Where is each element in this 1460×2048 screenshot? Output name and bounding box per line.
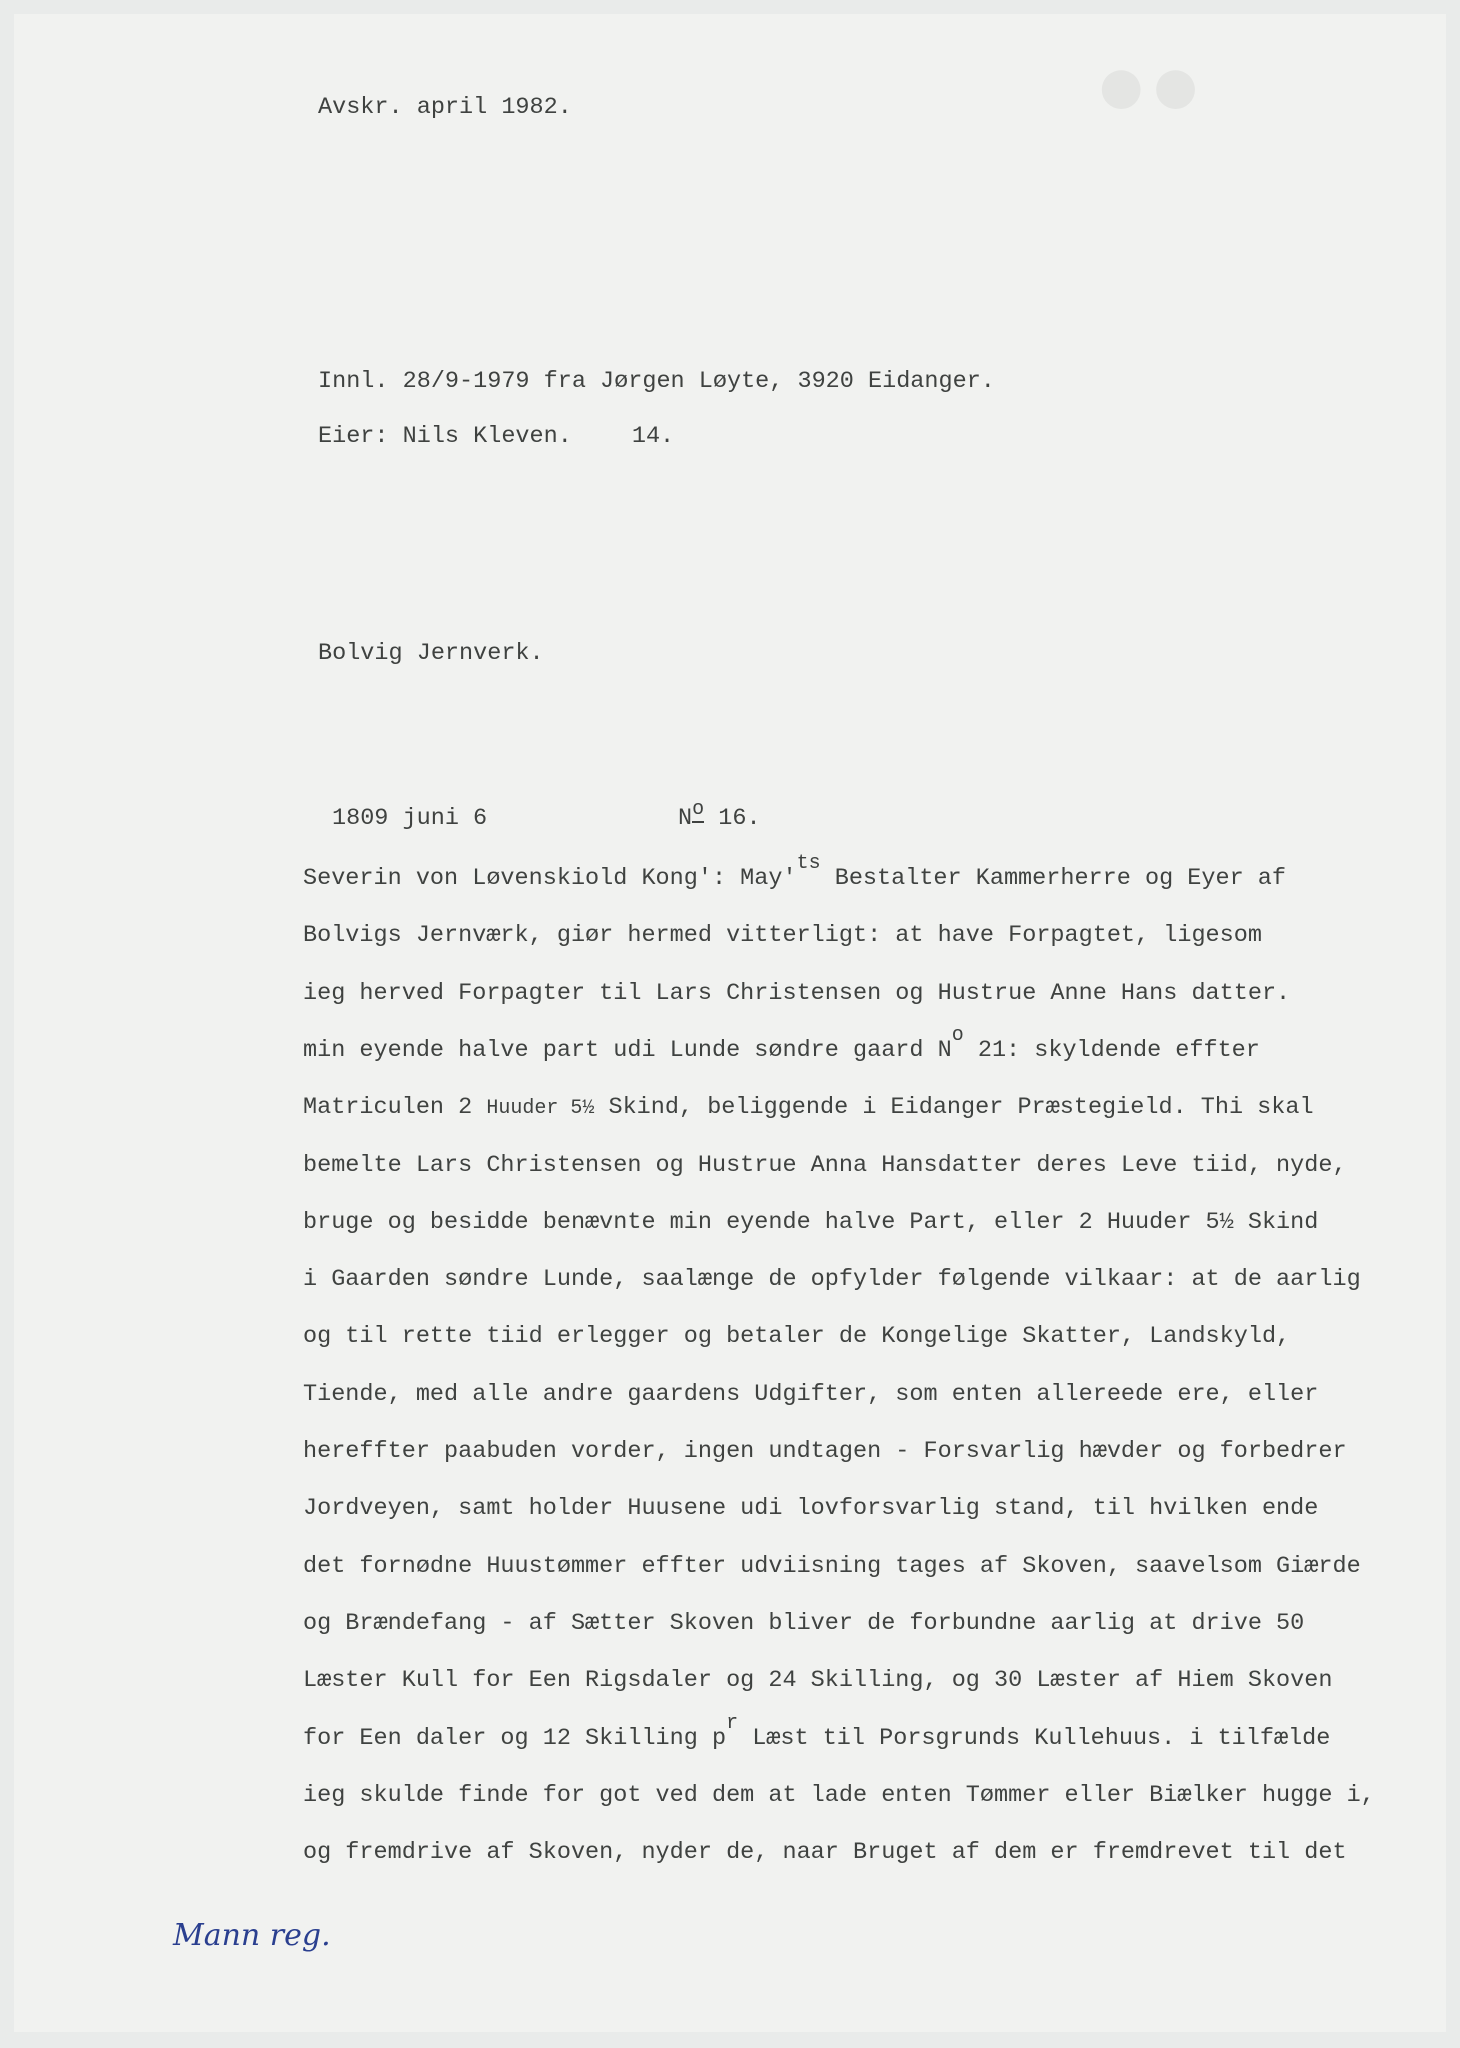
document-line	[303, 979, 1291, 1007]
redaction-mark	[574, 90, 724, 124]
line-text: ieg skulde finde for got ved dem at lade enten Tømmer eller Biælker hugge i,	[303, 1781, 1375, 1809]
document-line	[303, 1380, 1319, 1408]
line-text: Jordveyen, samt holder Huusene udi lovforsvarlig stand, til hvilken ende	[303, 1495, 1319, 1523]
line-text: i Gaarden søndre Lunde, saalænge de opfylder følgende vilkaar: at de aarlig	[303, 1266, 1361, 1294]
document-line	[303, 1151, 1347, 1179]
document-line	[303, 1609, 1305, 1637]
number-superscript: o	[692, 798, 705, 821]
line-text: Matriculen 2	[303, 1094, 487, 1122]
line-text: ieg herved Forpagter til Lars Christensen og Hustrue Anne Hans datter.	[303, 979, 1291, 1007]
line-text: Skind, beliggende i Eidanger Præstegield. Thi skal	[594, 1094, 1314, 1122]
line-text: bruge og besidde benævnte min eyende halve Part, eller 2 Huuder 5½ Skind	[303, 1208, 1319, 1236]
line-text: hereffter paabuden vorder, ingen undtagen - Forsvarlig hævder og forbedrer	[303, 1438, 1347, 1465]
line-text: og Brændefang - af Sætter Skoven bliver de forbundne aarlig at drive 50	[303, 1609, 1305, 1637]
line-text: Huuder 5½	[486, 1097, 595, 1121]
number-prefix: N	[678, 805, 693, 832]
document-line	[303, 924, 1262, 948]
line-text: det fornødne Huustømmer effter udviisning tages af Skoven, saavelsom Giærde	[303, 1552, 1361, 1580]
line-text: Tiende, med alle andre gaardens Udgifter, som enten allereede ere, eller	[303, 1380, 1319, 1408]
document-line	[303, 1781, 1375, 1809]
handwritten-note	[171, 1905, 391, 1965]
document-title: Bolvig Jernverk.	[318, 640, 544, 667]
owner-number: 14.	[631, 423, 675, 450]
superscript-text: ts	[796, 852, 821, 875]
line-text: 21: skyldende effter	[963, 1036, 1260, 1064]
line-text: og til rette tiid erlegger og betaler de Kongelige Skatter, Landskyld,	[303, 1323, 1291, 1351]
document-page	[14, 14, 1446, 2032]
document-line	[303, 1669, 1332, 1693]
superscript-text: o	[951, 1023, 964, 1047]
document-line	[303, 1096, 1314, 1120]
document-line	[303, 1208, 1319, 1236]
line-text: min eyende halve part udi Lunde søndre gaard N	[303, 1036, 952, 1064]
document-line	[303, 1711, 1331, 1752]
number-value: 16.	[718, 805, 761, 832]
document-line	[303, 1552, 1361, 1580]
document-date: 1809 juni 6	[332, 805, 488, 832]
line-text: og fremdrive af Skoven, nyder de, naar Bruget af dem er fremdrevet til det	[303, 1839, 1347, 1867]
bleed-through-mark: ●●	[1094, 36, 1203, 135]
superscript-text: r	[726, 1711, 739, 1735]
line-text: bemelte Lars Christensen og Hustrue Anna Hansdatter deres Leve tiid, nyde,	[303, 1151, 1347, 1179]
owner-line	[318, 425, 674, 449]
handwritten-note-text: Mann reg.	[173, 1918, 331, 1953]
document-line	[303, 1325, 1290, 1349]
document-number	[678, 798, 761, 832]
document-line	[303, 1497, 1318, 1521]
document-line	[303, 1268, 1361, 1292]
received-line: Innl. 28/9-1979 fra Jørgen Løyte, 3920 Eidanger.	[318, 368, 995, 395]
owner-name: Eier: Nils Kleven.	[318, 423, 572, 450]
document-line	[303, 1023, 1260, 1064]
line-text: Severin von Løvenskiold Kong': May'	[303, 865, 797, 892]
document-line	[303, 1440, 1347, 1464]
transcription-note: Avskr. april 1982.	[318, 94, 572, 121]
document-line	[303, 852, 1286, 892]
line-text: Bestalter Kammerherre og Eyer af	[820, 865, 1286, 892]
line-text: Læster Kull for Een Rigsdaler og 24 Skilling, og 30 Læster af Hiem Skoven	[303, 1667, 1333, 1695]
document-line	[303, 1841, 1347, 1865]
line-text: Læst til Porsgrunds Kullehuus. i tilfælde	[738, 1724, 1331, 1752]
line-text: Bolvigs Jernværk, giør hermed vitterligt: at have Forpagtet, ligesom	[303, 922, 1262, 950]
line-text: for Een daler og 12 Skilling p	[303, 1724, 727, 1752]
